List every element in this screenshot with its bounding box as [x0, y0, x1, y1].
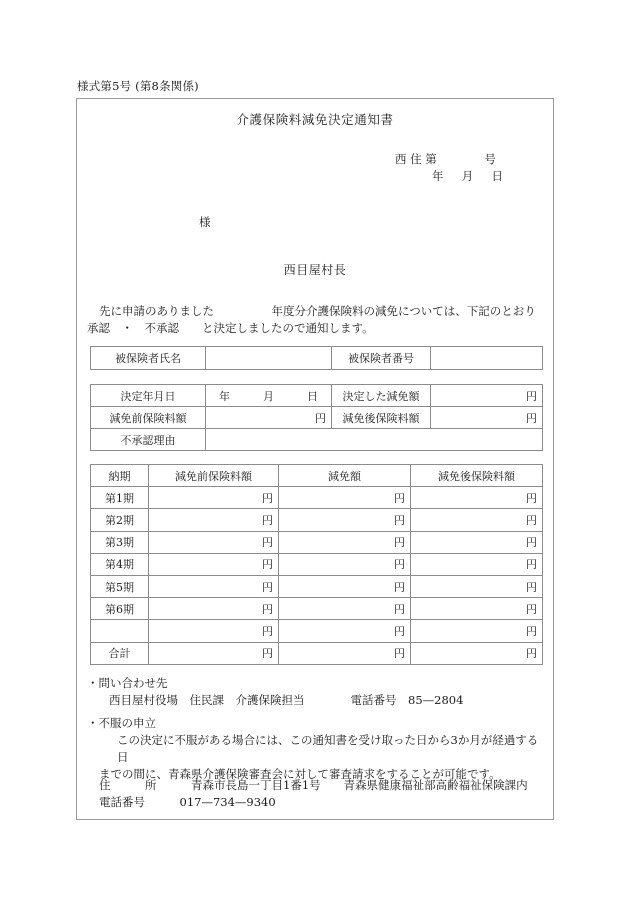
document-number: 西 住 第 号 [395, 152, 496, 166]
table-row [91, 407, 543, 429]
period-after-value[interactable]: 円 [411, 531, 543, 553]
period-label: 第5期 [91, 575, 149, 597]
appeal-text-line-2: までの間に、青森県介護保険審査会に対して審査請求をすることが可能です。 [99, 767, 501, 781]
period-reduction-value[interactable]: 円 [279, 509, 411, 531]
period-reduction-value[interactable]: 円 [279, 531, 411, 553]
period-label: 第1期 [91, 487, 149, 509]
document-frame [76, 98, 554, 820]
period-before-value[interactable]: 円 [149, 575, 279, 597]
table-row [91, 487, 543, 509]
column-header-before: 減免前保険料額 [149, 465, 279, 487]
insured-name-value[interactable] [206, 347, 332, 370]
insured-number-label: 被保険者番号 [332, 347, 431, 370]
table-row [91, 429, 543, 451]
total-label: 合計 [91, 642, 149, 664]
period-label: 第4期 [91, 553, 149, 575]
table-row [91, 347, 543, 370]
period-label[interactable] [91, 620, 149, 642]
period-before-value[interactable]: 円 [149, 487, 279, 509]
body-paragraph [87, 303, 545, 337]
table-row [91, 385, 543, 407]
period-label: 第6期 [91, 598, 149, 620]
document-date: 年 月 日 [432, 169, 504, 183]
appeal-authority-address [87, 777, 549, 811]
period-after-value[interactable]: 円 [411, 620, 543, 642]
period-after-value[interactable]: 円 [411, 487, 543, 509]
appeal-heading: ・不服の申立 [87, 716, 156, 730]
column-header-period: 納期 [91, 465, 149, 487]
total-before-value[interactable]: 円 [149, 642, 279, 664]
form-number: 様式第5号 (第8条関係) [77, 79, 199, 93]
period-before-value[interactable]: 円 [149, 620, 279, 642]
decision-date-value[interactable]: 年 月 日 [206, 385, 332, 407]
period-before-value[interactable]: 円 [149, 531, 279, 553]
period-after-value[interactable]: 円 [411, 509, 543, 531]
phone-value: 017—734—9340 [179, 795, 276, 809]
decided-amount-value[interactable]: 円 [431, 385, 543, 407]
before-amount-label: 減免前保険料額 [91, 407, 206, 429]
column-header-reduction: 減免額 [279, 465, 411, 487]
table-row [91, 620, 543, 642]
period-after-value[interactable]: 円 [411, 575, 543, 597]
insured-person-table [90, 346, 543, 370]
body-line-1: 先に申請のありました 年度分介護保険料の減免については、下記のとおり [99, 304, 536, 318]
insured-number-value[interactable] [431, 347, 543, 370]
decision-table [90, 384, 543, 451]
page-title: 介護保険料減免決定通知書 [236, 112, 394, 127]
period-before-value[interactable]: 円 [149, 598, 279, 620]
address-line [87, 777, 549, 794]
contact-details: 西目屋村役場 住民課 介護保険担当 電話番号 85—2804 [109, 693, 464, 707]
contact-section [87, 675, 549, 709]
rejection-reason-value[interactable] [206, 429, 543, 451]
insured-name-label: 被保険者氏名 [91, 347, 206, 370]
decision-date-label: 決定年月日 [91, 385, 206, 407]
table-row [91, 553, 543, 575]
addressee-suffix: 様 [199, 215, 211, 229]
period-reduction-value[interactable]: 円 [279, 598, 411, 620]
appeal-text-line-1: この決定に不服がある場合には、この通知書を受け取った日から3か月が経過する日 [117, 733, 539, 764]
period-reduction-value[interactable]: 円 [279, 553, 411, 575]
after-amount-label: 減免後保険料額 [332, 407, 431, 429]
table-row [91, 531, 543, 553]
period-before-value[interactable]: 円 [149, 509, 279, 531]
contact-heading: ・問い合わせ先 [87, 676, 168, 690]
period-after-value[interactable]: 円 [411, 598, 543, 620]
period-reduction-value[interactable]: 円 [279, 620, 411, 642]
table-row [91, 509, 543, 531]
total-reduction-value[interactable]: 円 [279, 642, 411, 664]
period-label: 第3期 [91, 531, 149, 553]
issuer-name: 西目屋村長 [283, 263, 347, 277]
period-reduction-value[interactable]: 円 [279, 487, 411, 509]
installments-table [90, 464, 543, 665]
period-label: 第2期 [91, 509, 149, 531]
table-row [91, 642, 543, 664]
before-amount-value[interactable]: 円 [206, 407, 332, 429]
phone-label: 電話番号 [99, 795, 145, 809]
body-line-2: 承認 ・ 不承認 と決定しましたので通知します。 [87, 321, 374, 335]
address-label: 住 所 [99, 778, 157, 792]
rejection-reason-label: 不承認理由 [91, 429, 206, 451]
period-reduction-value[interactable]: 円 [279, 575, 411, 597]
after-amount-value[interactable]: 円 [431, 407, 543, 429]
document-inner [77, 99, 553, 819]
decided-amount-label: 決定した減免額 [332, 385, 431, 407]
total-after-value[interactable]: 円 [411, 642, 543, 664]
table-row [91, 598, 543, 620]
phone-line [87, 794, 549, 811]
appeal-section [87, 715, 549, 783]
column-header-after: 減免後保険料額 [411, 465, 543, 487]
period-after-value[interactable]: 円 [411, 553, 543, 575]
address-value: 青森市長島一丁目1番1号 青森県健康福祉部高齢福祉保険課内 [191, 778, 528, 792]
table-row [91, 575, 543, 597]
period-before-value[interactable]: 円 [149, 553, 279, 575]
table-header-row [91, 465, 543, 487]
